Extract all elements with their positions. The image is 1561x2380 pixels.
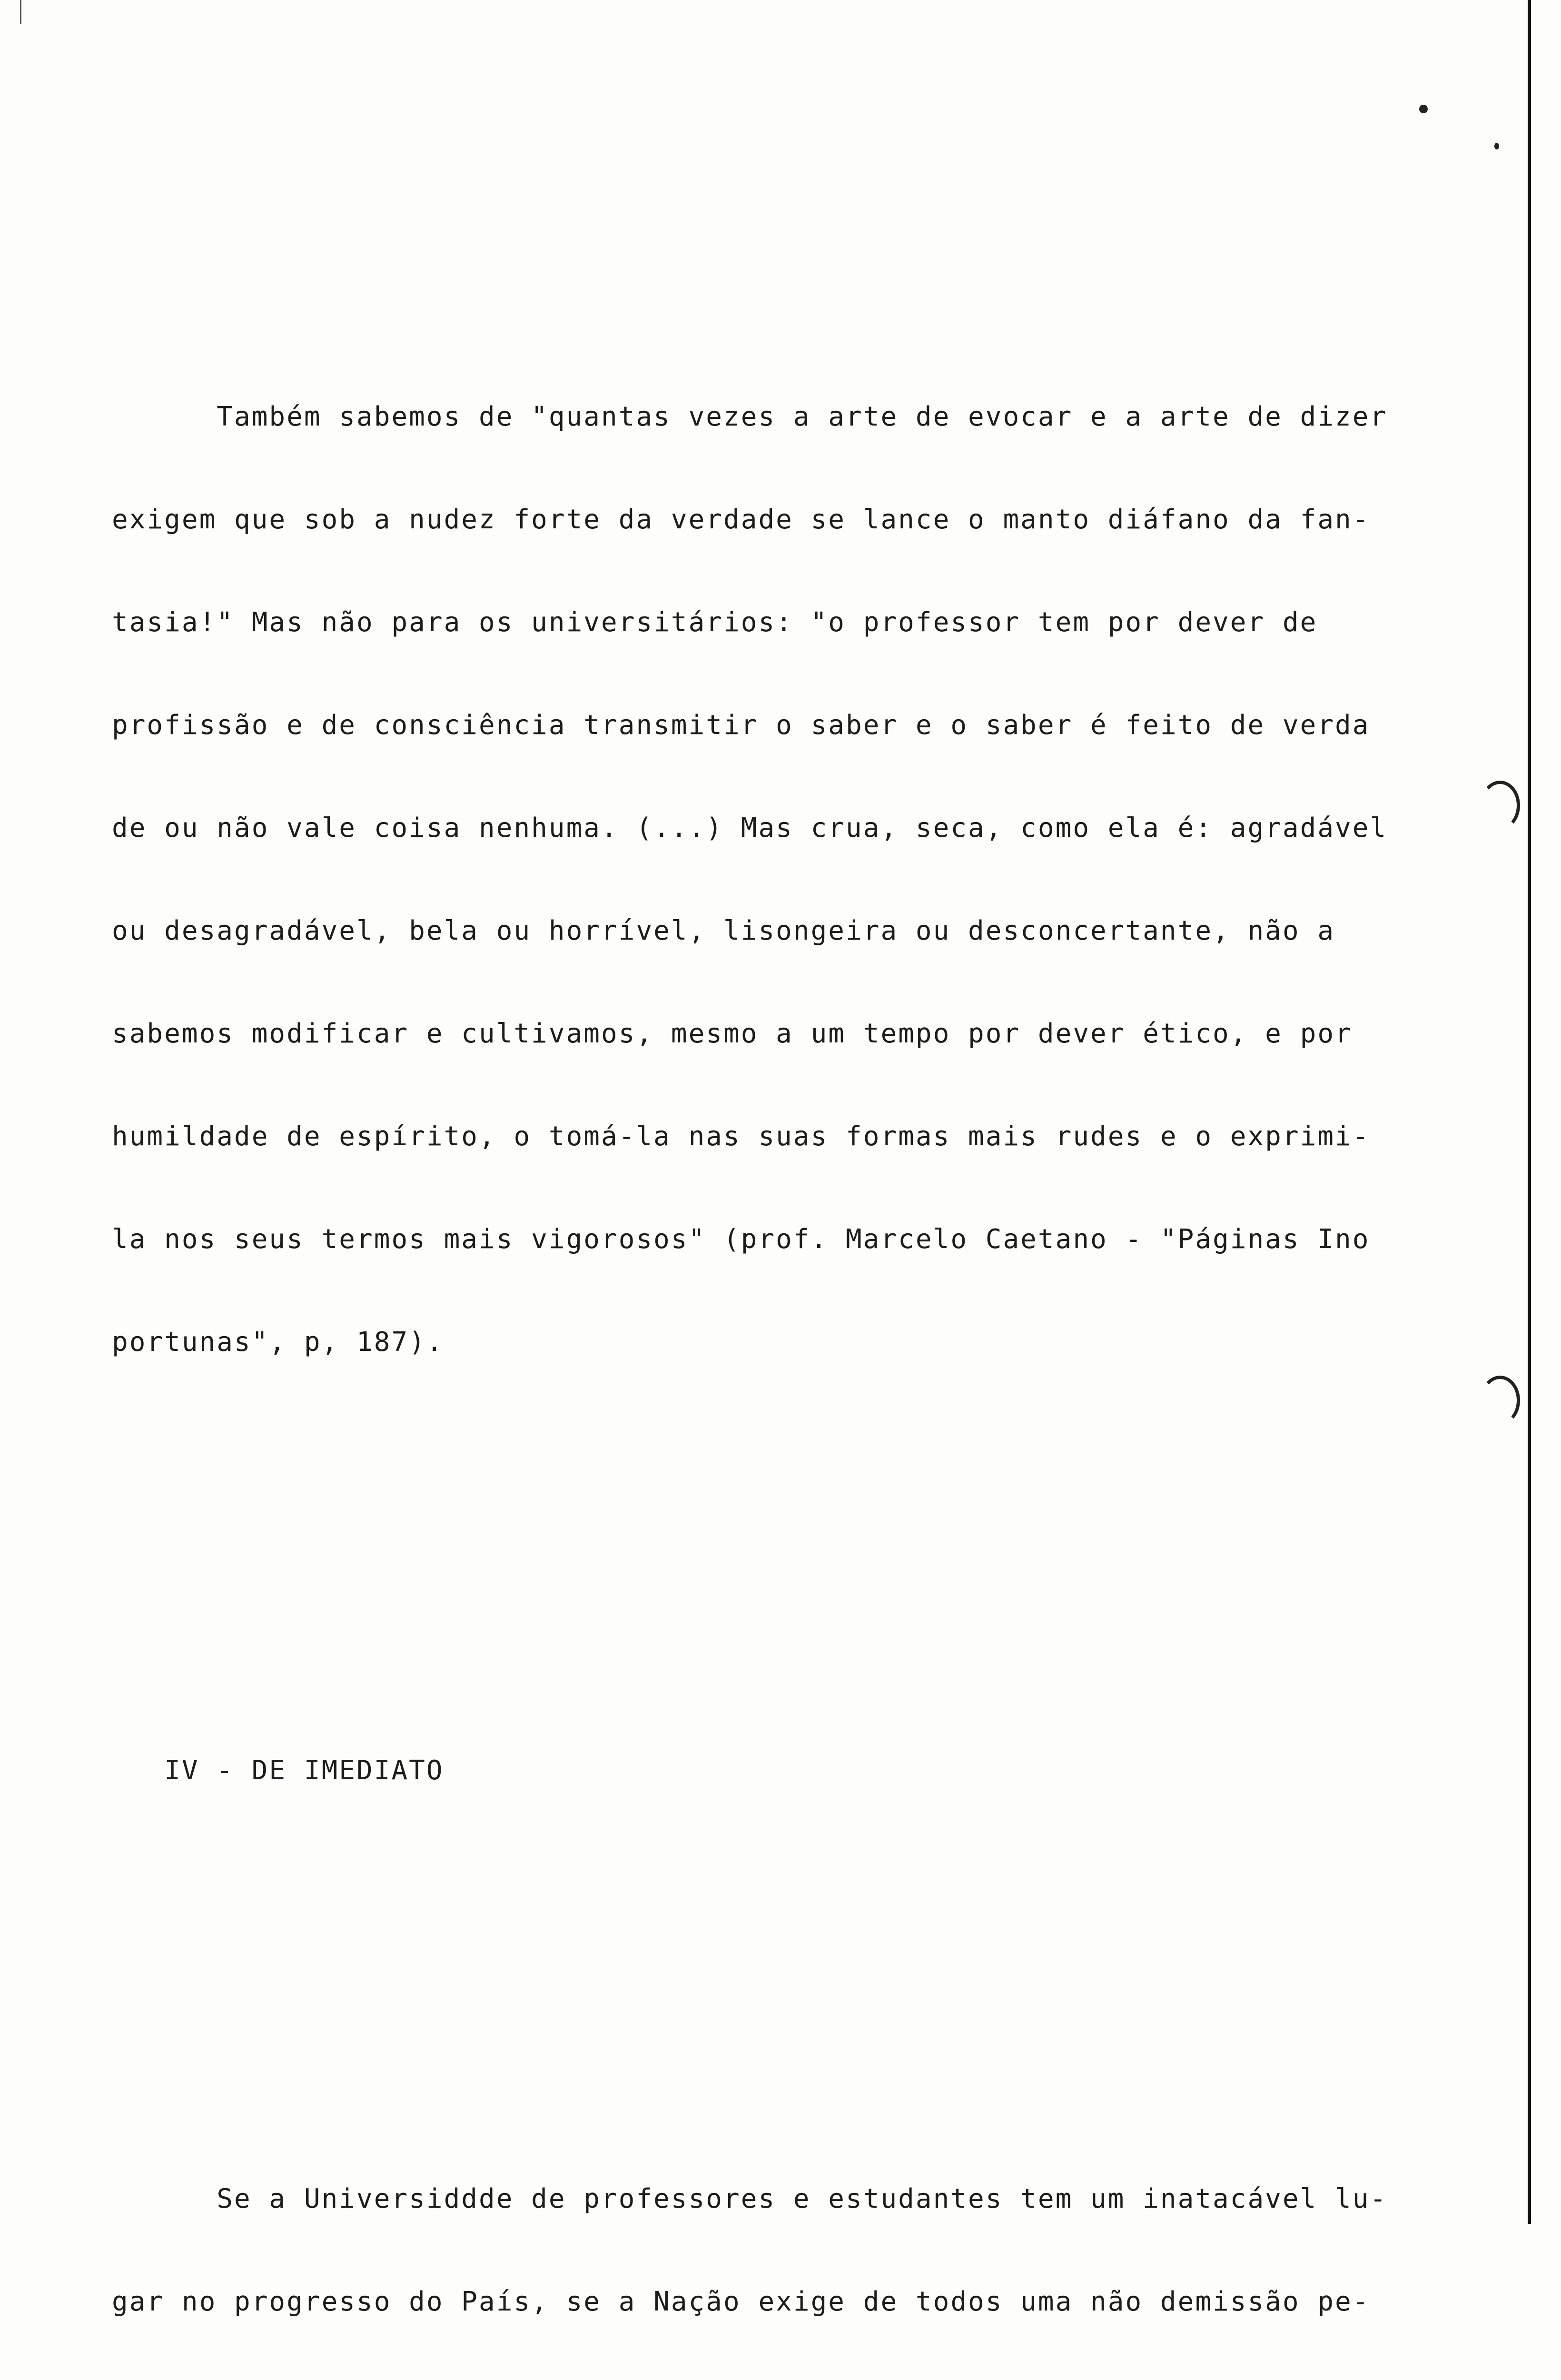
paragraph-quote-caetano	[112, 331, 1492, 1428]
text-line: tasia!" Mas não para os universitários: "o professor tem por dever de	[112, 607, 1318, 638]
text-line: Também sabemos de "quantas vezes a arte de evocar e a arte de dizer	[112, 401, 1388, 432]
text-line: sabemos modificar e cultivamos, mesmo a um tempo por dever ético, e por	[112, 1018, 1353, 1049]
section-heading	[112, 1685, 1492, 1856]
text-line: portunas", p, 187).	[112, 1327, 444, 1358]
text-line: profissão e de consciência transmitir o saber e o saber é feito de verda	[112, 710, 1370, 741]
scan-edge-line-right	[1528, 0, 1531, 2224]
text-line: exigem que sob a nudez forte da verdade se lance o manto diáfano da fan-	[112, 504, 1370, 535]
text-line: la nos seus termos mais vigorosos" (prof. Marcelo Caetano - "Páginas Ino	[112, 1224, 1370, 1255]
text-line: de ou não vale coisa nenhuma. (...) Mas crua, seca, como ela é: agradável	[112, 813, 1388, 843]
text-line: Se a Universiddde de professores e estudantes tem um inatacável lu-	[112, 2183, 1388, 2214]
scan-edge-mark-left	[20, 0, 21, 24]
scan-speck	[1419, 105, 1428, 113]
text-line: humildade de espírito, o tomá-la nas suas formas mais rudes e o exprimi-	[112, 1121, 1370, 1152]
document-page	[112, 228, 1492, 2380]
heading-line: IV - DE IMEDIATO	[112, 1755, 444, 1786]
paragraph-university-role	[112, 2113, 1492, 2380]
scan-speck	[1494, 143, 1499, 149]
text-line: gar no progresso do País, se a Nação exige de todos uma não demissão pe-	[112, 2286, 1370, 2317]
text-line: ou desagradável, bela ou horrível, lisongeira ou desconcertante, não a	[112, 915, 1335, 946]
